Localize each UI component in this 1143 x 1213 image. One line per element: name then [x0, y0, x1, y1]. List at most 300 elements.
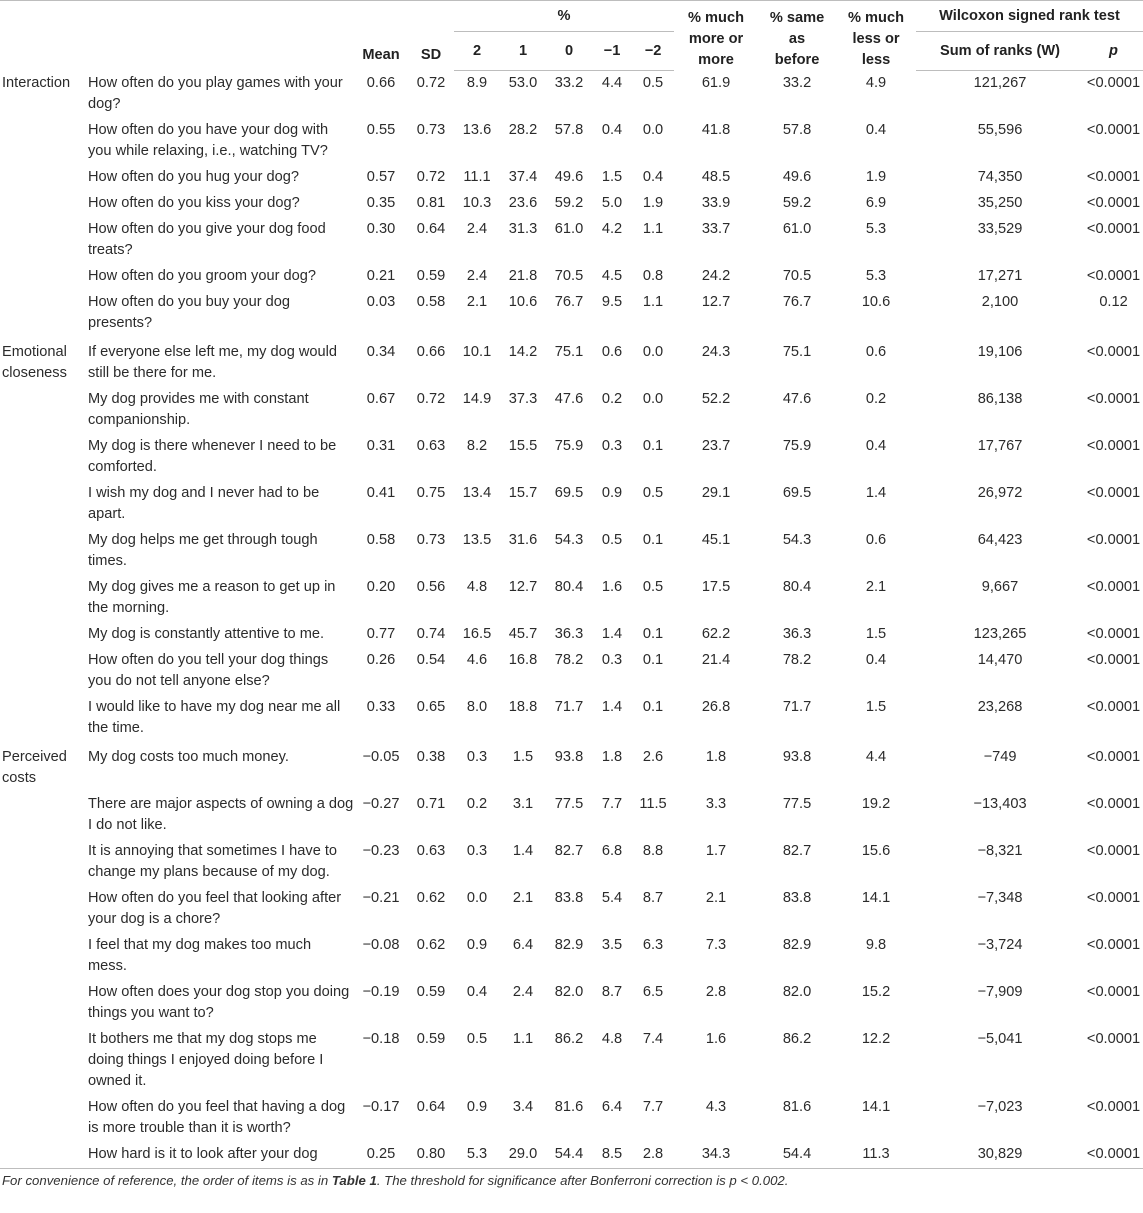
- cell-p: <0.0001: [1086, 795, 1141, 812]
- cell-p0: 36.3: [554, 625, 584, 642]
- cell-more: 1.7: [705, 842, 727, 859]
- cell-same: 75.1: [782, 343, 812, 360]
- cell-less: 0.6: [865, 343, 887, 360]
- row-item: I would like to have my dog near me all the time.: [88, 698, 341, 736]
- cell-sd: 0.54: [416, 651, 446, 668]
- cell-p0: 80.4: [554, 578, 584, 595]
- cell-p2: 0.3: [466, 842, 488, 859]
- cell-p0: 59.2: [554, 194, 584, 211]
- cell-mean: 0.26: [366, 651, 396, 668]
- cell-w: 64,423: [977, 531, 1023, 548]
- cell-p0: 70.5: [554, 267, 584, 284]
- table-row: [0, 387, 1143, 434]
- cell-sd: 0.64: [416, 220, 446, 237]
- cell-pm1: 0.9: [601, 484, 623, 501]
- table-row: [0, 980, 1143, 1027]
- cell-less: 1.5: [865, 625, 887, 642]
- row-item: How hard is it to look after your dog: [86, 1142, 354, 1169]
- row-category: [0, 387, 86, 434]
- cell-less: 2.1: [865, 578, 887, 595]
- cell-p1: 3.4: [512, 1098, 534, 1115]
- cell-more: 33.7: [701, 220, 731, 237]
- cell-p: <0.0001: [1086, 484, 1141, 501]
- cell-p2: 13.5: [462, 531, 492, 548]
- cell-p2: 14.9: [462, 390, 492, 407]
- cell-same: 93.8: [782, 748, 812, 765]
- cell-sd: 0.63: [416, 842, 446, 859]
- cell-p0: 78.2: [554, 651, 584, 668]
- cell-more: 62.2: [701, 625, 731, 642]
- cell-pm2: 0.5: [642, 484, 664, 501]
- row-item: If everyone else left me, my dog would still be there for me.: [88, 343, 338, 381]
- cell-more: 2.8: [705, 983, 727, 1000]
- cell-p0: 54.3: [554, 531, 584, 548]
- cell-mean: 0.34: [366, 343, 396, 360]
- row-category: [0, 933, 86, 980]
- row-category: [0, 434, 86, 481]
- cell-w: −13,403: [973, 795, 1027, 812]
- cell-p2: 13.4: [462, 484, 492, 501]
- cell-p0: 49.6: [554, 168, 584, 185]
- cell-sd: 0.64: [416, 1098, 446, 1115]
- cell-pm1: 0.2: [601, 390, 623, 407]
- footnote-text-after: . The threshold for significance after Bonferroni correction is p < 0.002.: [376, 1172, 789, 1188]
- cell-pm1: 0.5: [601, 531, 623, 548]
- cell-mean: −0.27: [362, 795, 400, 812]
- table-row: [0, 792, 1143, 839]
- cell-less: 0.4: [865, 651, 887, 668]
- header-percent-group: %: [454, 1, 674, 32]
- cell-p2: 0.3: [466, 748, 488, 765]
- table-row: [0, 217, 1143, 264]
- header-wilcoxon: Wilcoxon signed rank test: [916, 1, 1143, 32]
- cell-pm1: 0.3: [601, 437, 623, 454]
- row-item: My dog costs too much money.: [88, 748, 289, 765]
- cell-p1: 2.4: [512, 983, 534, 1000]
- cell-less: 0.2: [865, 390, 887, 407]
- cell-pm1: 4.8: [601, 1030, 623, 1047]
- cell-same: 70.5: [782, 267, 812, 284]
- cell-less: 14.1: [861, 1098, 891, 1115]
- cell-w: 55,596: [977, 121, 1023, 138]
- cell-more: 21.4: [701, 651, 731, 668]
- cell-p2: 16.5: [462, 625, 492, 642]
- cell-same: 83.8: [782, 889, 812, 906]
- cell-p: <0.0001: [1086, 220, 1141, 237]
- cell-same: 47.6: [782, 390, 812, 407]
- cell-p1: 53.0: [508, 75, 538, 91]
- table-row: [0, 165, 1143, 191]
- header-p-value: p: [1084, 32, 1143, 71]
- cell-less: 1.4: [865, 484, 887, 501]
- cell-pm1: 4.5: [601, 267, 623, 284]
- cell-p: <0.0001: [1086, 889, 1141, 906]
- cell-pm2: 8.8: [642, 842, 664, 859]
- table-footnote: [0, 1169, 1143, 1188]
- cell-p1: 16.8: [508, 651, 538, 668]
- cell-pm1: 8.7: [601, 983, 623, 1000]
- row-category: [0, 648, 86, 695]
- row-category: [0, 1027, 86, 1095]
- cell-more: 24.2: [701, 267, 731, 284]
- row-item: My dog gives me a reason to get up in the morning.: [88, 578, 336, 616]
- cell-p: <0.0001: [1086, 698, 1141, 715]
- cell-pm2: 0.0: [642, 121, 664, 138]
- cell-pm2: 6.5: [642, 983, 664, 1000]
- cell-p2: 0.2: [466, 795, 488, 812]
- table-row: [0, 648, 1143, 695]
- cell-p: <0.0001: [1086, 267, 1141, 284]
- cell-more: 34.3: [674, 1142, 758, 1169]
- cell-pm1: 8.5: [592, 1142, 632, 1169]
- cell-w: −749: [983, 748, 1017, 765]
- table-row: [0, 71, 1143, 118]
- cell-sd: 0.73: [416, 121, 446, 138]
- row-category: [0, 528, 86, 575]
- cell-more: 61.9: [701, 74, 731, 91]
- cell-same: 49.6: [782, 168, 812, 185]
- row-item: How often do you feel that looking after your dog is a chore?: [88, 889, 342, 927]
- cell-w: 17,767: [977, 437, 1023, 454]
- row-category: [0, 118, 86, 165]
- row-item: I feel that my dog makes too much mess.: [88, 936, 312, 974]
- cell-sd: 0.38: [416, 748, 446, 765]
- cell-pm2: 8.7: [642, 889, 664, 906]
- cell-p1: 14.2: [508, 343, 538, 360]
- table-row: [0, 1142, 1143, 1169]
- cell-mean: −0.19: [362, 983, 400, 1000]
- row-category: [0, 695, 86, 742]
- cell-less: 5.3: [865, 267, 887, 284]
- cell-w: 9,667: [981, 578, 1019, 595]
- row-category: [0, 217, 86, 264]
- cell-less: 10.6: [861, 293, 891, 310]
- table-row: [0, 575, 1143, 622]
- cell-p0: 75.1: [554, 343, 584, 360]
- cell-p2: 0.9: [466, 1098, 488, 1115]
- table-body: [0, 71, 1143, 1169]
- cell-less: 4.9: [865, 74, 887, 91]
- row-category: [0, 575, 86, 622]
- cell-pm2: 0.1: [642, 531, 664, 548]
- cell-same: 36.3: [782, 625, 812, 642]
- cell-pm2: 0.5: [642, 578, 664, 595]
- table-row: [0, 434, 1143, 481]
- cell-mean: 0.55: [366, 121, 396, 138]
- cell-p: <0.0001: [1084, 1142, 1143, 1169]
- table-row: [0, 1095, 1143, 1142]
- cell-pm1: 1.8: [601, 748, 623, 765]
- cell-p1: 1.5: [512, 748, 534, 765]
- cell-pm2: 0.5: [642, 75, 664, 91]
- row-category: [0, 839, 86, 886]
- cell-p1: 21.8: [508, 267, 538, 284]
- row-category: [0, 622, 86, 648]
- cell-more: 29.1: [701, 484, 731, 501]
- cell-pm1: 1.4: [601, 625, 623, 642]
- cell-p: <0.0001: [1086, 1030, 1141, 1047]
- cell-p2: 2.4: [466, 220, 488, 237]
- cell-p: <0.0001: [1086, 121, 1141, 138]
- cell-less: 0.4: [865, 437, 887, 454]
- cell-pm2: 0.1: [642, 437, 664, 454]
- table-row: [0, 839, 1143, 886]
- row-item: My dog helps me get through tough times.: [88, 531, 318, 569]
- cell-p1: 10.6: [508, 293, 538, 310]
- cell-p1: 3.1: [512, 795, 534, 812]
- row-item: How often do you tell your dog things you do not tell anyone else?: [88, 651, 329, 689]
- cell-pm2: 11.5: [639, 795, 667, 812]
- cell-less: 1.5: [865, 698, 887, 715]
- cell-pm1: 5.4: [601, 889, 623, 906]
- cell-p0: 76.7: [554, 293, 584, 310]
- cell-pm2: 0.1: [642, 625, 664, 642]
- cell-sd: 0.59: [416, 983, 446, 1000]
- cell-same: 59.2: [782, 194, 812, 211]
- cell-sd: 0.80: [408, 1142, 454, 1169]
- cell-pm2: 1.9: [642, 194, 664, 211]
- row-item: It is annoying that sometimes I have to change my plans because of my dog.: [88, 842, 338, 880]
- row-item: How often do you groom your dog?: [88, 267, 316, 284]
- cell-p: <0.0001: [1086, 390, 1141, 407]
- cell-p2: 0.4: [466, 983, 488, 1000]
- header-p2: 2: [454, 32, 500, 71]
- cell-p1: 12.7: [508, 578, 538, 595]
- cell-p2: 10.1: [462, 343, 492, 360]
- cell-p2: 5.3: [454, 1142, 500, 1169]
- cell-sd: 0.81: [416, 194, 446, 211]
- cell-p2: 8.0: [466, 698, 488, 715]
- cell-more: 4.3: [705, 1098, 727, 1115]
- row-category: Interaction: [2, 74, 71, 91]
- cell-same: 54.4: [758, 1142, 836, 1169]
- cell-w: 23,268: [977, 698, 1023, 715]
- cell-same: 82.0: [782, 983, 812, 1000]
- cell-mean: 0.20: [366, 578, 396, 595]
- row-item: How often do you hug your dog?: [88, 168, 299, 185]
- cell-less: 0.4: [865, 121, 887, 138]
- cell-same: 77.5: [782, 795, 812, 812]
- cell-pm2: 0.8: [642, 267, 664, 284]
- cell-w: 26,972: [977, 484, 1023, 501]
- cell-p: <0.0001: [1086, 936, 1141, 953]
- cell-pm2: 0.0: [642, 343, 664, 360]
- cell-p0: 93.8: [554, 748, 584, 765]
- cell-pm2: 7.4: [642, 1030, 664, 1047]
- cell-p1: 1.4: [512, 842, 534, 859]
- cell-p1: 37.4: [508, 168, 538, 185]
- cell-more: 23.7: [701, 437, 731, 454]
- header-category: [0, 1, 86, 71]
- row-item: How often does your dog stop you doing things you want to?: [88, 983, 350, 1021]
- cell-p0: 61.0: [554, 220, 584, 237]
- cell-sd: 0.63: [416, 437, 446, 454]
- cell-sd: 0.73: [416, 531, 446, 548]
- cell-sd: 0.72: [416, 74, 446, 91]
- cell-sd: 0.59: [416, 1030, 446, 1047]
- cell-sd: 0.74: [416, 625, 446, 642]
- cell-less: 5.3: [865, 220, 887, 237]
- cell-same: 80.4: [782, 578, 812, 595]
- cell-sd: 0.72: [416, 168, 446, 185]
- cell-p1: 23.6: [508, 194, 538, 211]
- cell-same: 61.0: [782, 220, 812, 237]
- cell-p: <0.0001: [1086, 842, 1141, 859]
- cell-p2: 0.9: [466, 936, 488, 953]
- cell-less: 4.4: [865, 748, 887, 765]
- cell-pm1: 0.6: [601, 343, 623, 360]
- row-category: [0, 1142, 86, 1169]
- table-row: [0, 695, 1143, 742]
- row-category: [0, 165, 86, 191]
- header-p1: 1: [500, 32, 546, 71]
- cell-w: −7,023: [977, 1098, 1023, 1115]
- cell-p2: 8.2: [466, 437, 488, 454]
- cell-p0: 71.7: [554, 698, 584, 715]
- row-item: How often do you kiss your dog?: [88, 194, 300, 211]
- cell-pm1: 1.6: [601, 578, 623, 595]
- row-category: [0, 290, 86, 337]
- cell-p1: 28.2: [508, 121, 538, 138]
- cell-mean: −0.18: [362, 1030, 400, 1047]
- cell-p1: 31.6: [508, 531, 538, 548]
- cell-pm2: 1.1: [642, 293, 664, 310]
- header-item: [86, 1, 354, 71]
- cell-more: 48.5: [701, 168, 731, 185]
- row-item: How often do you play games with your dog?: [88, 74, 343, 112]
- cell-sd: 0.72: [416, 390, 446, 407]
- cell-p: <0.0001: [1086, 343, 1141, 360]
- cell-p: <0.0001: [1086, 168, 1141, 185]
- cell-pm1: 5.0: [601, 194, 623, 211]
- cell-p2: 8.9: [466, 75, 488, 91]
- cell-mean: 0.67: [366, 390, 396, 407]
- row-item: How often do you have your dog with you while relaxing, i.e., watching TV?: [88, 121, 329, 159]
- cell-p1: 45.7: [508, 625, 538, 642]
- cell-same: 33.2: [782, 74, 812, 91]
- cell-w: 86,138: [977, 390, 1023, 407]
- cell-p0: 69.5: [554, 484, 584, 501]
- cell-sd: 0.71: [416, 795, 446, 812]
- cell-w: 19,106: [977, 343, 1023, 360]
- cell-pm1: 0.4: [601, 121, 623, 138]
- cell-sd: 0.62: [416, 889, 446, 906]
- cell-p1: 29.0: [500, 1142, 546, 1169]
- cell-same: 81.6: [782, 1098, 812, 1115]
- cell-sd: 0.65: [416, 698, 446, 715]
- table-row: [0, 933, 1143, 980]
- cell-p2: 0.0: [466, 889, 488, 906]
- row-category: [0, 191, 86, 217]
- cell-pm2: 0.1: [642, 698, 664, 715]
- cell-mean: 0.58: [366, 531, 396, 548]
- cell-mean: −0.05: [362, 748, 400, 765]
- cell-p1: 31.3: [508, 220, 538, 237]
- cell-pm1: 1.5: [601, 168, 623, 185]
- cell-sd: 0.75: [416, 484, 446, 501]
- table-row: [0, 118, 1143, 165]
- cell-sd: 0.59: [416, 267, 446, 284]
- cell-p1: 1.1: [512, 1030, 534, 1047]
- cell-p: <0.0001: [1086, 748, 1141, 765]
- cell-p0: 81.6: [554, 1098, 584, 1115]
- header-sd: SD: [408, 1, 454, 71]
- cell-p2: 2.4: [466, 267, 488, 284]
- cell-w: 14,470: [977, 651, 1023, 668]
- cell-less: 11.3: [836, 1142, 916, 1169]
- table-row: [0, 528, 1143, 575]
- cell-less: 15.6: [861, 842, 891, 859]
- cell-p2: 4.6: [466, 651, 488, 668]
- header-pm2: −2: [632, 32, 674, 71]
- cell-pm1: 3.5: [601, 936, 623, 953]
- row-category: [0, 980, 86, 1027]
- header-much-less: % much less or less: [836, 1, 916, 71]
- cell-pm2: 6.3: [642, 936, 664, 953]
- cell-p: <0.0001: [1086, 75, 1141, 91]
- cell-pm1: 4.4: [601, 75, 623, 91]
- cell-w: −7,909: [977, 983, 1023, 1000]
- cell-p1: 6.4: [512, 936, 534, 953]
- cell-more: 12.7: [701, 293, 731, 310]
- cell-p: <0.0001: [1086, 651, 1141, 668]
- cell-more: 45.1: [701, 531, 731, 548]
- cell-pm2: 7.7: [642, 1098, 664, 1115]
- cell-p: <0.0001: [1086, 1098, 1141, 1115]
- table-row: [0, 337, 1143, 387]
- cell-mean: 0.35: [366, 194, 396, 211]
- cell-p2: 11.1: [463, 168, 491, 185]
- cell-p: <0.0001: [1086, 625, 1141, 642]
- cell-w: −3,724: [977, 936, 1023, 953]
- cell-p0: 82.9: [554, 936, 584, 953]
- cell-p1: 15.5: [508, 437, 538, 454]
- cell-pm1: 4.2: [601, 220, 623, 237]
- cell-w: −5,041: [977, 1030, 1023, 1047]
- cell-p0: 47.6: [554, 390, 584, 407]
- header-p0: 0: [546, 32, 592, 71]
- cell-less: 9.8: [865, 936, 887, 953]
- cell-w: 74,350: [977, 168, 1023, 185]
- cell-pm2: 2.6: [642, 748, 664, 765]
- row-item: My dog is there whenever I need to be comforted.: [88, 437, 337, 475]
- cell-p1: 2.1: [512, 889, 534, 906]
- cell-mean: 0.21: [366, 267, 396, 284]
- row-item: There are major aspects of owning a dog I do not like.: [88, 795, 354, 833]
- cell-less: 12.2: [861, 1030, 891, 1047]
- cell-same: 82.7: [782, 842, 812, 859]
- cell-w: 2,100: [981, 293, 1019, 310]
- table-row: [0, 622, 1143, 648]
- cell-mean: −0.23: [362, 842, 400, 859]
- cell-p0: 83.8: [554, 889, 584, 906]
- cell-mean: −0.08: [362, 936, 400, 953]
- cell-pm1: 6.4: [601, 1098, 623, 1115]
- cell-sd: 0.56: [416, 578, 446, 595]
- cell-w: 33,529: [977, 220, 1023, 237]
- table-row: [0, 742, 1143, 792]
- cell-pm2: 0.1: [642, 651, 664, 668]
- cell-p2: 4.8: [466, 578, 488, 595]
- cell-mean: 0.25: [354, 1142, 408, 1169]
- cell-p: 0.12: [1099, 293, 1128, 310]
- row-category: Perceived costs: [2, 748, 67, 786]
- cell-more: 2.1: [705, 889, 727, 906]
- cell-mean: 0.31: [366, 437, 396, 454]
- cell-same: 71.7: [782, 698, 812, 715]
- cell-less: 14.1: [861, 889, 891, 906]
- cell-same: 82.9: [782, 936, 812, 953]
